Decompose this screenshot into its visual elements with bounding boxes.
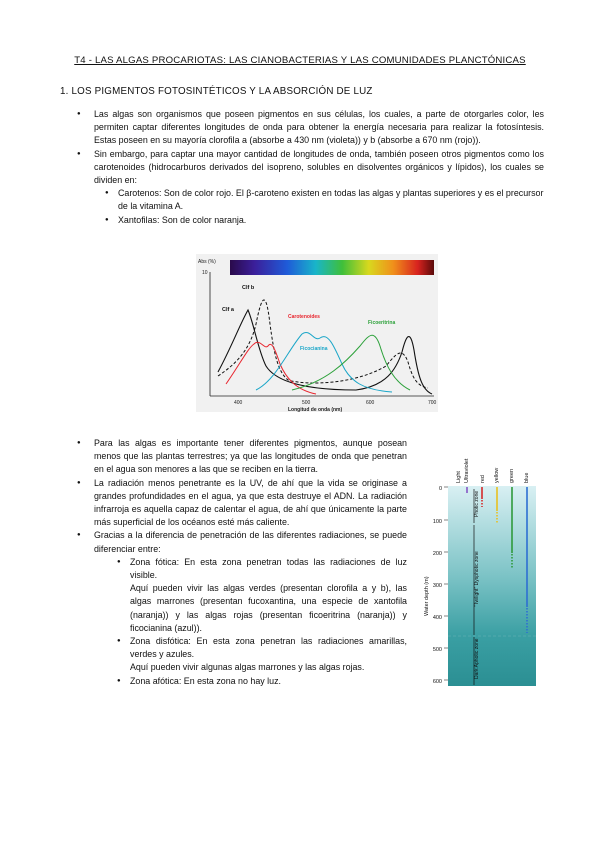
- depth-tick-500: 500: [432, 647, 442, 653]
- depth-tick-100: 100: [432, 519, 442, 525]
- zone-dysphotic-organisms: Aquí pueden vivir algunas algas marrones y las algas rojas.: [130, 662, 365, 673]
- zone-dysphotic-definition: ● Zona disfótica: En esta zona penetran las radiaciones amarillas, verdes y azules.: [130, 636, 407, 660]
- label-carotenoids: Carotenoides: [288, 314, 320, 320]
- depth-tick-600: 600: [432, 679, 442, 685]
- zone-label-aphotic: Dark Aphotic zone: [474, 638, 480, 679]
- label-chl-b: Clf b: [242, 285, 255, 291]
- x-tick-500: 500: [302, 400, 311, 406]
- depth-tick-400: 400: [432, 615, 442, 621]
- bullet-radiation: ● La radiación menos penetrante es la UV, de ahí que la vida se originase a grandes profundidades en el agua, ya que esta destruye el ADN. La radiación infrarroja es aquella capaz de calentar el agua, de ahí que únicamente la parte más superficial de los océanos esté más caliente.: [94, 477, 407, 530]
- section2-text: [94, 437, 407, 688]
- zone-photic-organisms: Aquí pueden vivir las algas verdes (presentan clorofila a y b), las algas marrones (presentan fucoxantina, una especie de xantofila (naranja)) y las algas rojas (presentan ficoeritrina (naranja)) y ficocianina (azul)).: [130, 583, 407, 633]
- x-tick-400: 400: [234, 400, 243, 406]
- label-chl-a: Clf a: [222, 307, 234, 313]
- zone-aphotic-definition: ● Zona afótica: En esta zona no hay luz.: [130, 675, 281, 686]
- x-tick-600: 600: [366, 400, 375, 406]
- subbullet-xanthophylls: ● Xantofilas: Son de color naranja.: [118, 214, 544, 227]
- section1-text: [94, 108, 544, 227]
- page-title: T4 - LAS ALGAS PROCARIOTAS: LAS CIANOBACTERIAS Y LAS COMUNIDADES PLANCTÓNICAS: [74, 55, 526, 66]
- zone-label-dysphotic: "Twilight" Dysphotic zone: [474, 551, 480, 607]
- zone-photic: [130, 556, 407, 635]
- zone-aphotic: [130, 675, 407, 688]
- x-tick-700: 700: [428, 400, 437, 406]
- water-column: [448, 486, 536, 686]
- depth-tick-0: 0: [438, 486, 442, 492]
- y-tick-top: 10: [202, 270, 208, 276]
- col-ultraviolet: Ultraviolet: [464, 458, 470, 483]
- col-light: Light: [456, 471, 462, 483]
- label-phycocyanin: Ficocianina: [300, 346, 328, 352]
- col-red: red: [480, 475, 486, 483]
- x-axis-label: Longitud de onda (nm): [288, 407, 343, 412]
- depth-axis-label: Water depth (m): [424, 576, 430, 616]
- zone-photic-definition: ● Zona fótica: En esta zona penetran todas las radiaciones de luz visible.: [130, 556, 407, 581]
- label-phycoerythrin: Ficoeritrina: [368, 320, 396, 326]
- bullet-pigments: ● Las algas son organismos que poseen pigmentos en sus células, los cuales, a parte de otorgarles color, les permiten captar diferentes longitudes de onda para obtener la energía necesaria para realizar la fotosíntesis. Estas poseen en su mayoría clorofila a (absorbe a 430 nm (violeta)) y b (absorbe a 670 nm (rojo)).: [94, 108, 544, 148]
- section-heading: 1. LOS PIGMENTOS FOTOSINTÉTICOS Y LA ABSORCIÓN DE LUZ: [60, 86, 373, 97]
- col-blue: blue: [524, 472, 530, 483]
- light-penetration-figure: [420, 441, 538, 691]
- zone-label-photic: Photic zone: [474, 490, 480, 517]
- y-axis-label: Abs (%): [198, 259, 216, 265]
- col-green: green: [509, 468, 515, 483]
- bullet-zones-intro: ● Gracias a la diferencia de penetración de las diferentes radiaciones, se puede diferenciar entre:: [94, 529, 407, 555]
- depth-tick-300: 300: [432, 583, 442, 589]
- zone-dysphotic: [130, 635, 407, 675]
- bullet-pigment-importance: ● Para las algas es importante tener diferentes pigmentos, aunque posean menos que las plantas terrestres; ya que las longitudes de onda que penetran en el agua son menores a las que se reciben en la tierra.: [94, 437, 407, 477]
- depth-tick-200: 200: [432, 551, 442, 557]
- absorption-spectrum-figure: [196, 254, 438, 412]
- col-yellow: yellow: [494, 467, 500, 483]
- bullet-carotenoids: ● Sin embargo, para captar una mayor cantidad de longitudes de onda, también poseen otros pigmentos como los carotenoides (hidrocarburos derivados del isopreno, solubles en disolventes orgánicos y lípidos), los cuales se dividen en:: [94, 148, 544, 188]
- visible-spectrum-bar: [230, 260, 434, 275]
- subbullet-carotenes: ● Carotenos: Son de color rojo. El β-caroteno existen en todas las algas y plantas superiores y es el precursor de la vitamina A.: [118, 187, 544, 213]
